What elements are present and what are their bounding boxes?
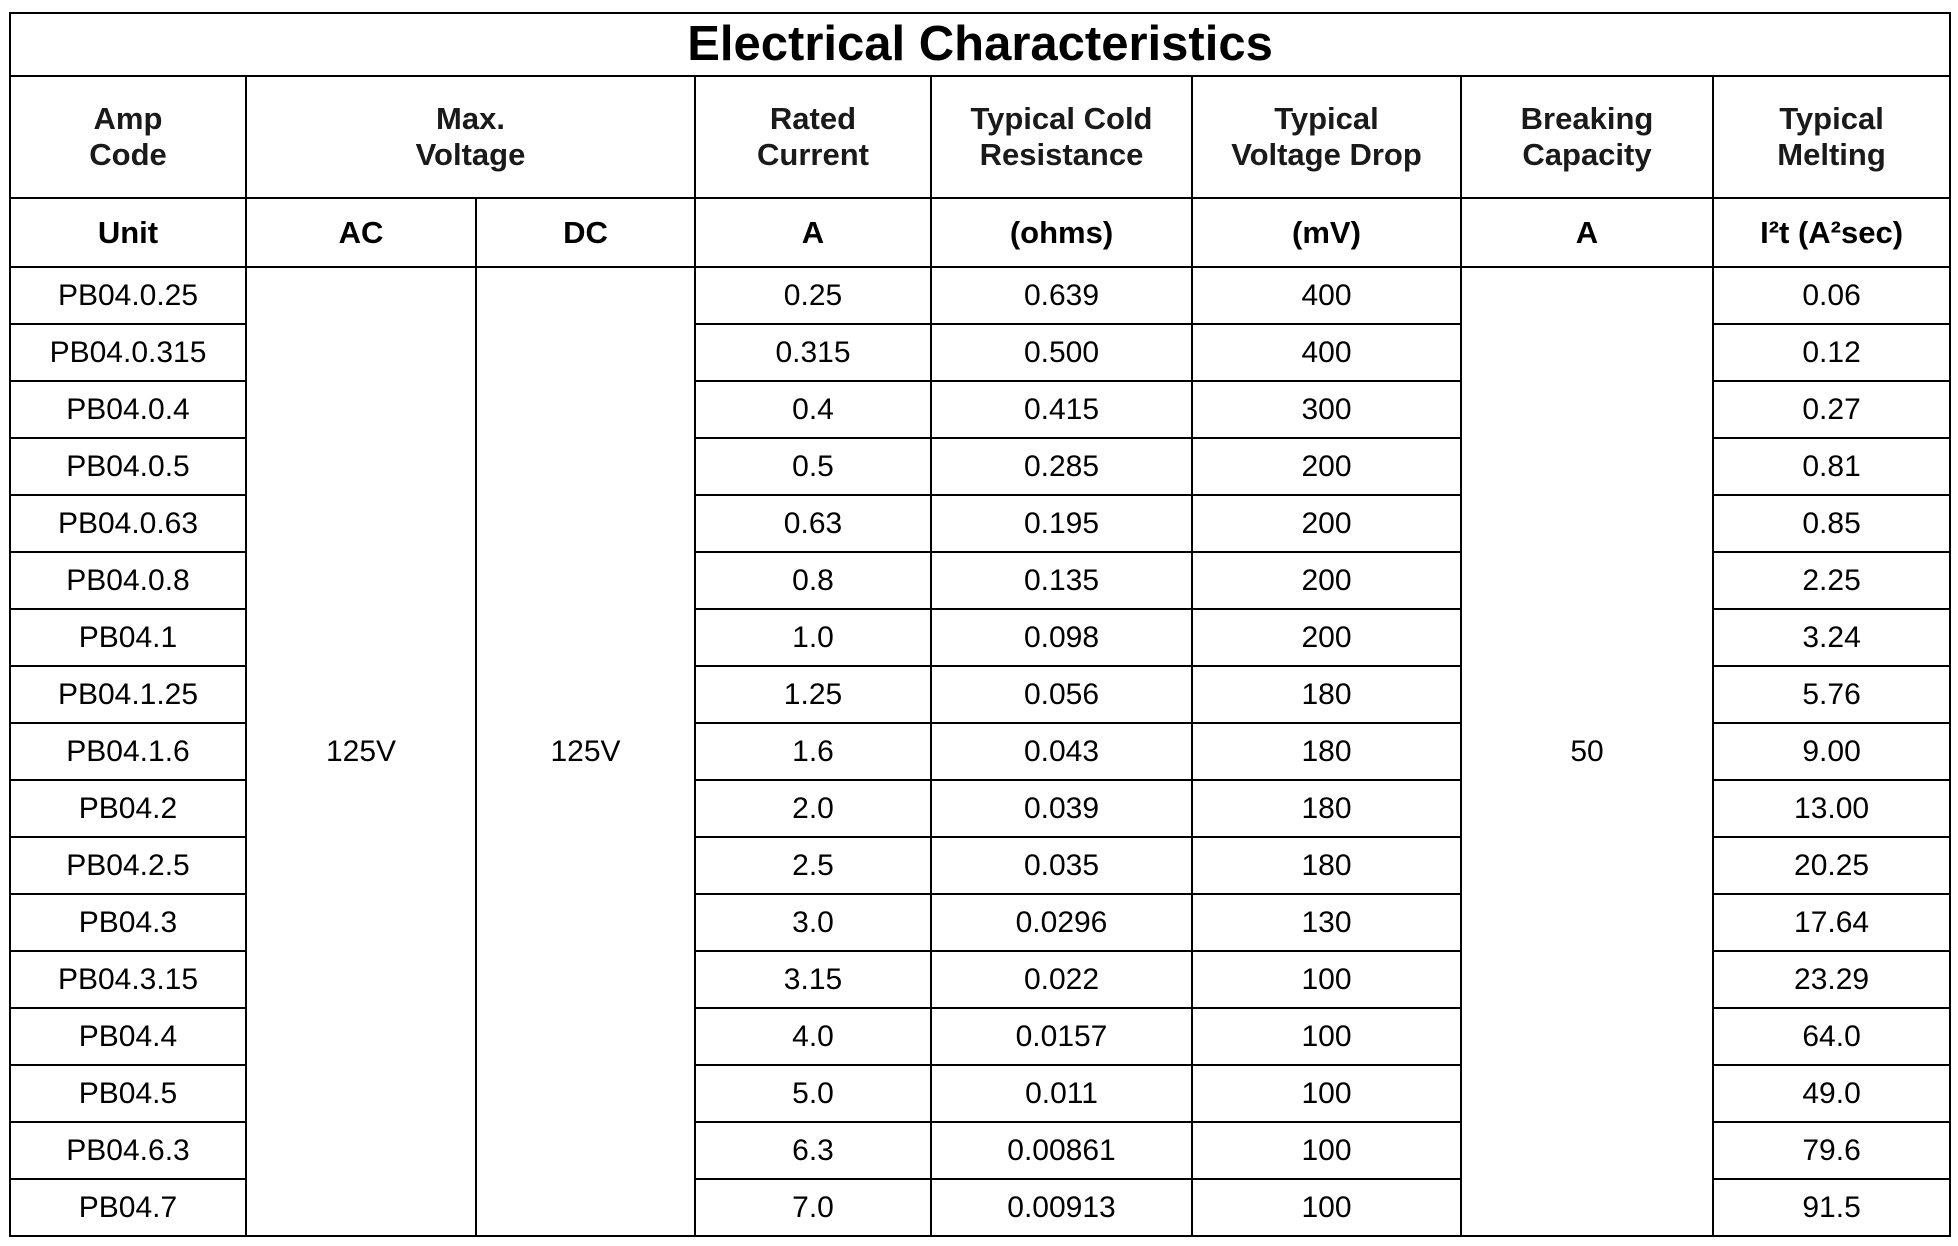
cell-cold-resistance: 0.039 (931, 780, 1192, 837)
cell-rated-current: 2.5 (695, 837, 931, 894)
header-amp-code (10, 76, 246, 198)
cell-rated-current: 6.3 (695, 1122, 931, 1179)
unit-rated-current: A (695, 198, 931, 267)
header-amp-code-line1: Amp (93, 101, 163, 137)
cell-voltage-drop: 200 (1192, 609, 1461, 666)
header-cold-resistance-line1: Typical Cold (970, 101, 1153, 137)
cell-melting: 2.25 (1713, 552, 1950, 609)
cell-amp-code: PB04.0.25 (10, 267, 246, 324)
header-rated-current (695, 76, 931, 198)
cell-melting: 0.06 (1713, 267, 1950, 324)
cell-voltage-drop: 100 (1192, 1179, 1461, 1236)
cell-voltage-drop: 300 (1192, 381, 1461, 438)
header-breaking-capacity-line2: Capacity (1522, 137, 1652, 172)
header-max-voltage-line1: Max. (436, 101, 505, 137)
header-amp-code-line2: Code (89, 137, 167, 172)
cell-cold-resistance: 0.0157 (931, 1008, 1192, 1065)
cell-dc-voltage: 125V (476, 267, 695, 1236)
cell-voltage-drop: 100 (1192, 951, 1461, 1008)
cell-amp-code: PB04.3 (10, 894, 246, 951)
header-rated-current-line2: Current (757, 137, 869, 172)
cell-cold-resistance: 0.415 (931, 381, 1192, 438)
table-title: Electrical Characteristics (10, 13, 1950, 76)
header-max-voltage (246, 76, 695, 198)
cell-voltage-drop: 400 (1192, 324, 1461, 381)
cell-voltage-drop: 180 (1192, 723, 1461, 780)
cell-melting: 20.25 (1713, 837, 1950, 894)
cell-cold-resistance: 0.00861 (931, 1122, 1192, 1179)
cell-amp-code: PB04.3.15 (10, 951, 246, 1008)
cell-rated-current: 0.5 (695, 438, 931, 495)
header-cold-resistance-line2: Resistance (979, 137, 1144, 172)
cell-rated-current: 0.63 (695, 495, 931, 552)
cell-rated-current: 0.315 (695, 324, 931, 381)
unit-melting: I²t (A²sec) (1713, 198, 1950, 267)
cell-rated-current: 1.25 (695, 666, 931, 723)
cell-rated-current: 3.15 (695, 951, 931, 1008)
title-row (10, 13, 1950, 76)
cell-rated-current: 5.0 (695, 1065, 931, 1122)
cell-voltage-drop: 200 (1192, 495, 1461, 552)
cell-ac-voltage: 125V (246, 267, 476, 1236)
unit-voltage-drop: (mV) (1192, 198, 1461, 267)
cell-rated-current: 2.0 (695, 780, 931, 837)
header-rated-current-line1: Rated (769, 101, 857, 137)
unit-breaking-capacity: A (1461, 198, 1713, 267)
cell-melting: 0.81 (1713, 438, 1950, 495)
cell-rated-current: 0.4 (695, 381, 931, 438)
cell-cold-resistance: 0.022 (931, 951, 1192, 1008)
table-body (10, 267, 1950, 1236)
cell-melting: 9.00 (1713, 723, 1950, 780)
cell-voltage-drop: 100 (1192, 1008, 1461, 1065)
cell-melting: 49.0 (1713, 1065, 1950, 1122)
cell-rated-current: 0.8 (695, 552, 931, 609)
cell-cold-resistance: 0.011 (931, 1065, 1192, 1122)
cell-rated-current: 0.25 (695, 267, 931, 324)
cell-cold-resistance: 0.035 (931, 837, 1192, 894)
cell-melting: 5.76 (1713, 666, 1950, 723)
cell-voltage-drop: 100 (1192, 1122, 1461, 1179)
unit-dc: DC (476, 198, 695, 267)
unit-amp-code: Unit (10, 198, 246, 267)
cell-amp-code: PB04.4 (10, 1008, 246, 1065)
header-breaking-capacity-line1: Breaking (1520, 101, 1654, 137)
cell-voltage-drop: 130 (1192, 894, 1461, 951)
cell-melting: 64.0 (1713, 1008, 1950, 1065)
header-breaking-capacity (1461, 76, 1713, 198)
cell-amp-code: PB04.5 (10, 1065, 246, 1122)
cell-amp-code: PB04.1.25 (10, 666, 246, 723)
cell-amp-code: PB04.0.315 (10, 324, 246, 381)
cell-cold-resistance: 0.043 (931, 723, 1192, 780)
cell-rated-current: 7.0 (695, 1179, 931, 1236)
cell-rated-current: 1.6 (695, 723, 931, 780)
cell-melting: 13.00 (1713, 780, 1950, 837)
cell-voltage-drop: 180 (1192, 666, 1461, 723)
cell-cold-resistance: 0.639 (931, 267, 1192, 324)
cell-melting: 3.24 (1713, 609, 1950, 666)
cell-amp-code: PB04.7 (10, 1179, 246, 1236)
header-voltage-drop (1192, 76, 1461, 198)
cell-amp-code: PB04.1.6 (10, 723, 246, 780)
cell-voltage-drop: 200 (1192, 552, 1461, 609)
header-melting-line2: Melting (1777, 137, 1886, 172)
cell-rated-current: 3.0 (695, 894, 931, 951)
table-row (10, 267, 1950, 324)
cell-cold-resistance: 0.0296 (931, 894, 1192, 951)
electrical-characteristics-table (9, 12, 1951, 1237)
unit-cold-resistance: (ohms) (931, 198, 1192, 267)
cell-cold-resistance: 0.500 (931, 324, 1192, 381)
cell-voltage-drop: 180 (1192, 837, 1461, 894)
cell-voltage-drop: 200 (1192, 438, 1461, 495)
unit-ac: AC (246, 198, 476, 267)
header-voltage-drop-line1: Typical (1274, 101, 1379, 137)
header-row (10, 76, 1950, 198)
cell-cold-resistance: 0.135 (931, 552, 1192, 609)
cell-amp-code: PB04.0.8 (10, 552, 246, 609)
cell-melting: 0.27 (1713, 381, 1950, 438)
cell-melting: 0.12 (1713, 324, 1950, 381)
cell-voltage-drop: 180 (1192, 780, 1461, 837)
header-melting (1713, 76, 1950, 198)
cell-cold-resistance: 0.195 (931, 495, 1192, 552)
cell-cold-resistance: 0.098 (931, 609, 1192, 666)
cell-cold-resistance: 0.285 (931, 438, 1192, 495)
cell-rated-current: 4.0 (695, 1008, 931, 1065)
cell-rated-current: 1.0 (695, 609, 931, 666)
cell-amp-code: PB04.0.5 (10, 438, 246, 495)
header-cold-resistance (931, 76, 1192, 198)
cell-melting: 23.29 (1713, 951, 1950, 1008)
cell-voltage-drop: 100 (1192, 1065, 1461, 1122)
cell-voltage-drop: 400 (1192, 267, 1461, 324)
header-max-voltage-line2: Voltage (415, 137, 526, 172)
cell-amp-code: PB04.1 (10, 609, 246, 666)
cell-melting: 0.85 (1713, 495, 1950, 552)
cell-amp-code: PB04.0.4 (10, 381, 246, 438)
cell-amp-code: PB04.2 (10, 780, 246, 837)
cell-melting: 79.6 (1713, 1122, 1950, 1179)
cell-melting: 17.64 (1713, 894, 1950, 951)
cell-cold-resistance: 0.056 (931, 666, 1192, 723)
header-voltage-drop-line2: Voltage Drop (1231, 137, 1422, 172)
header-melting-line1: Typical (1779, 101, 1884, 137)
cell-breaking-capacity: 50 (1461, 267, 1713, 1236)
cell-cold-resistance: 0.00913 (931, 1179, 1192, 1236)
unit-row (10, 198, 1950, 267)
cell-amp-code: PB04.6.3 (10, 1122, 246, 1179)
cell-melting: 91.5 (1713, 1179, 1950, 1236)
cell-amp-code: PB04.2.5 (10, 837, 246, 894)
cell-amp-code: PB04.0.63 (10, 495, 246, 552)
